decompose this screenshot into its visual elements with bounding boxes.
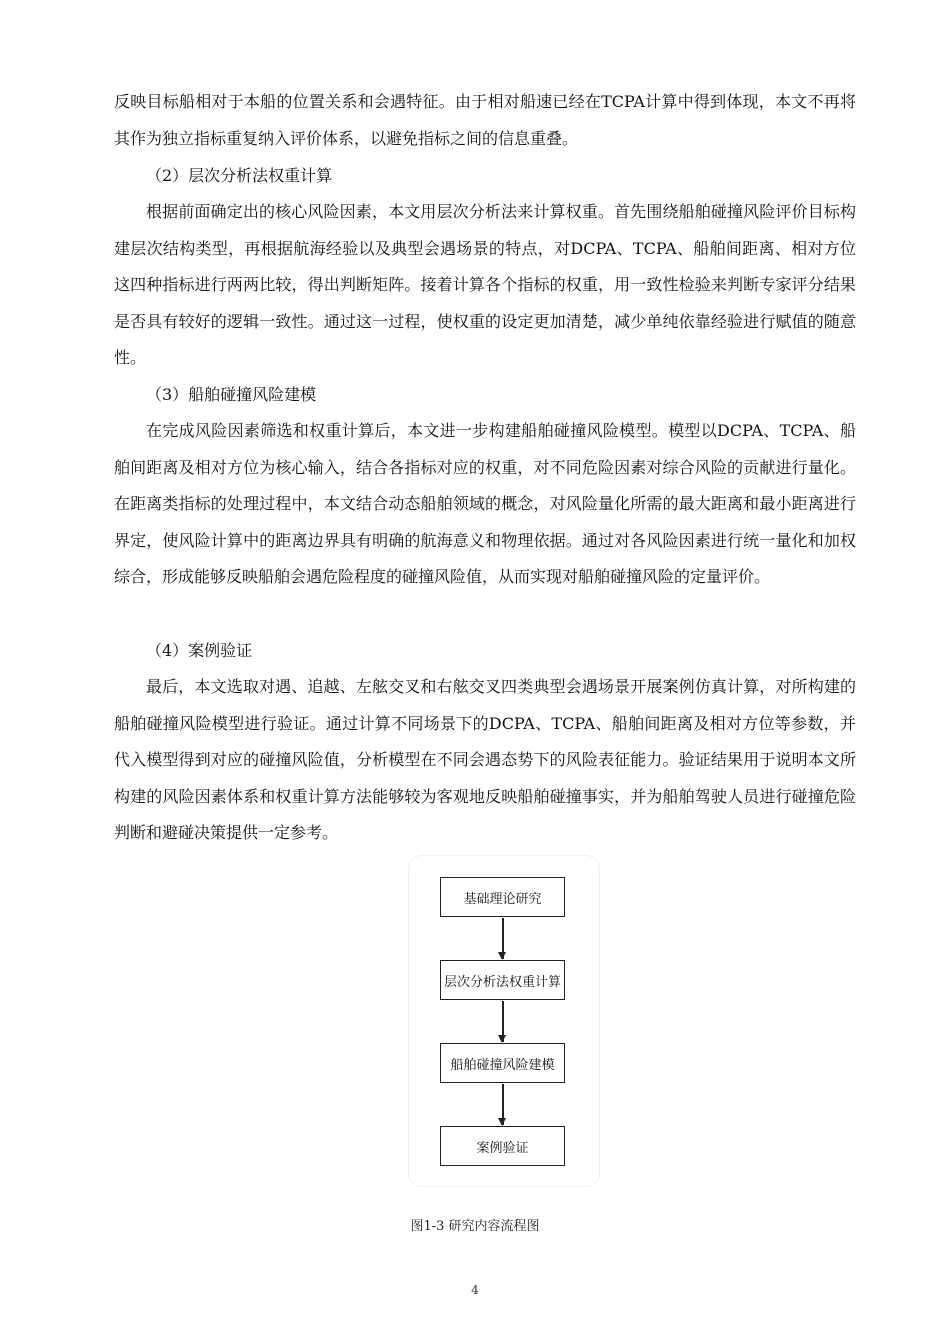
section-heading-4: （4）案例验证 <box>146 641 253 660</box>
section-heading-3: （3）船舶碰撞风险建模 <box>146 385 317 404</box>
paragraph-case-validation: 最后，本文选取对遇、追越、左舷交叉和右舷交叉四类典型会遇场景开展案例仿真计算，对所构建的船舶碰撞风险模型进行验证。通过计算不同场景下的DCPA、TCPA、船舶间距离及相对方位等参数，并代入模型得到对应的碰撞风险值，分析模型在不同会遇态势下的风险表征能力。验证结果用于说明本文所构建的风险因素体系和权重计算方法能够较为客观地反映船舶碰撞事实，并为船舶驾驶人员进行碰撞危险判断和避碰决策提供一定参考。 <box>114 677 856 842</box>
page-number: 4 <box>471 1283 479 1297</box>
paragraph-risk-modeling: 在完成风险因素筛选和权重计算后，本文进一步构建船舶碰撞风险模型。模型以DCPA、TCPA、船舶间距离及相对方位为核心输入，结合各指标对应的权重，对不同危险因素对综合风险的贡献进行量化。在距离类指标的处理过程中，本文结合动态船舶领域的概念，对风险量化所需的最大距离和最小距离进行界定，使风险计算中的距离边界具有明确的航海意义和物理依据。通过对各风险因素进行统一量化和加权综合，形成能够反映船舶会遇危险程度的碰撞风险值，从而实现对船舶碰撞风险的定量评价。 <box>114 421 856 586</box>
flow-arrow-2 <box>502 1001 504 1042</box>
figure-caption: 图1-3 研究内容流程图 <box>410 1219 540 1234</box>
paragraph-continuation: 反映目标船相对于本船的位置关系和会遇特征。由于相对船速已经在TCPA计算中得到体现，本文不再将其作为独立指标重复纳入评价体系，以避免指标之间的信息重叠。 <box>114 92 856 148</box>
flow-step-theory: 基础理论研究 <box>440 877 565 917</box>
paragraph-ahp-weights: 根据前面确定出的核心风险因素，本文用层次分析法来计算权重。首先围绕船舶碰撞风险评价目标构建层次结构类型，再根据航海经验以及典型会遇场景的特点，对DCPA、TCPA、船舶间距离、相对方位这四种指标进行两两比较，得出判断矩阵。接着计算各个指标的权重，用一致性检验来判断专家评分结果是否具有较好的逻辑一致性。通过这一过程，使权重的设定更加清楚，减少单纯依靠经验进行赋值的随意性。 <box>114 202 856 367</box>
section-heading-2: （2）层次分析法权重计算 <box>146 166 333 185</box>
flow-arrow-3 <box>502 1084 504 1125</box>
flow-step-modeling: 船舶碰撞风险建模 <box>440 1043 565 1083</box>
flow-step-ahp: 层次分析法权重计算 <box>440 960 565 1000</box>
flow-step-validation: 案例验证 <box>440 1126 565 1166</box>
flow-arrow-1 <box>502 918 504 959</box>
